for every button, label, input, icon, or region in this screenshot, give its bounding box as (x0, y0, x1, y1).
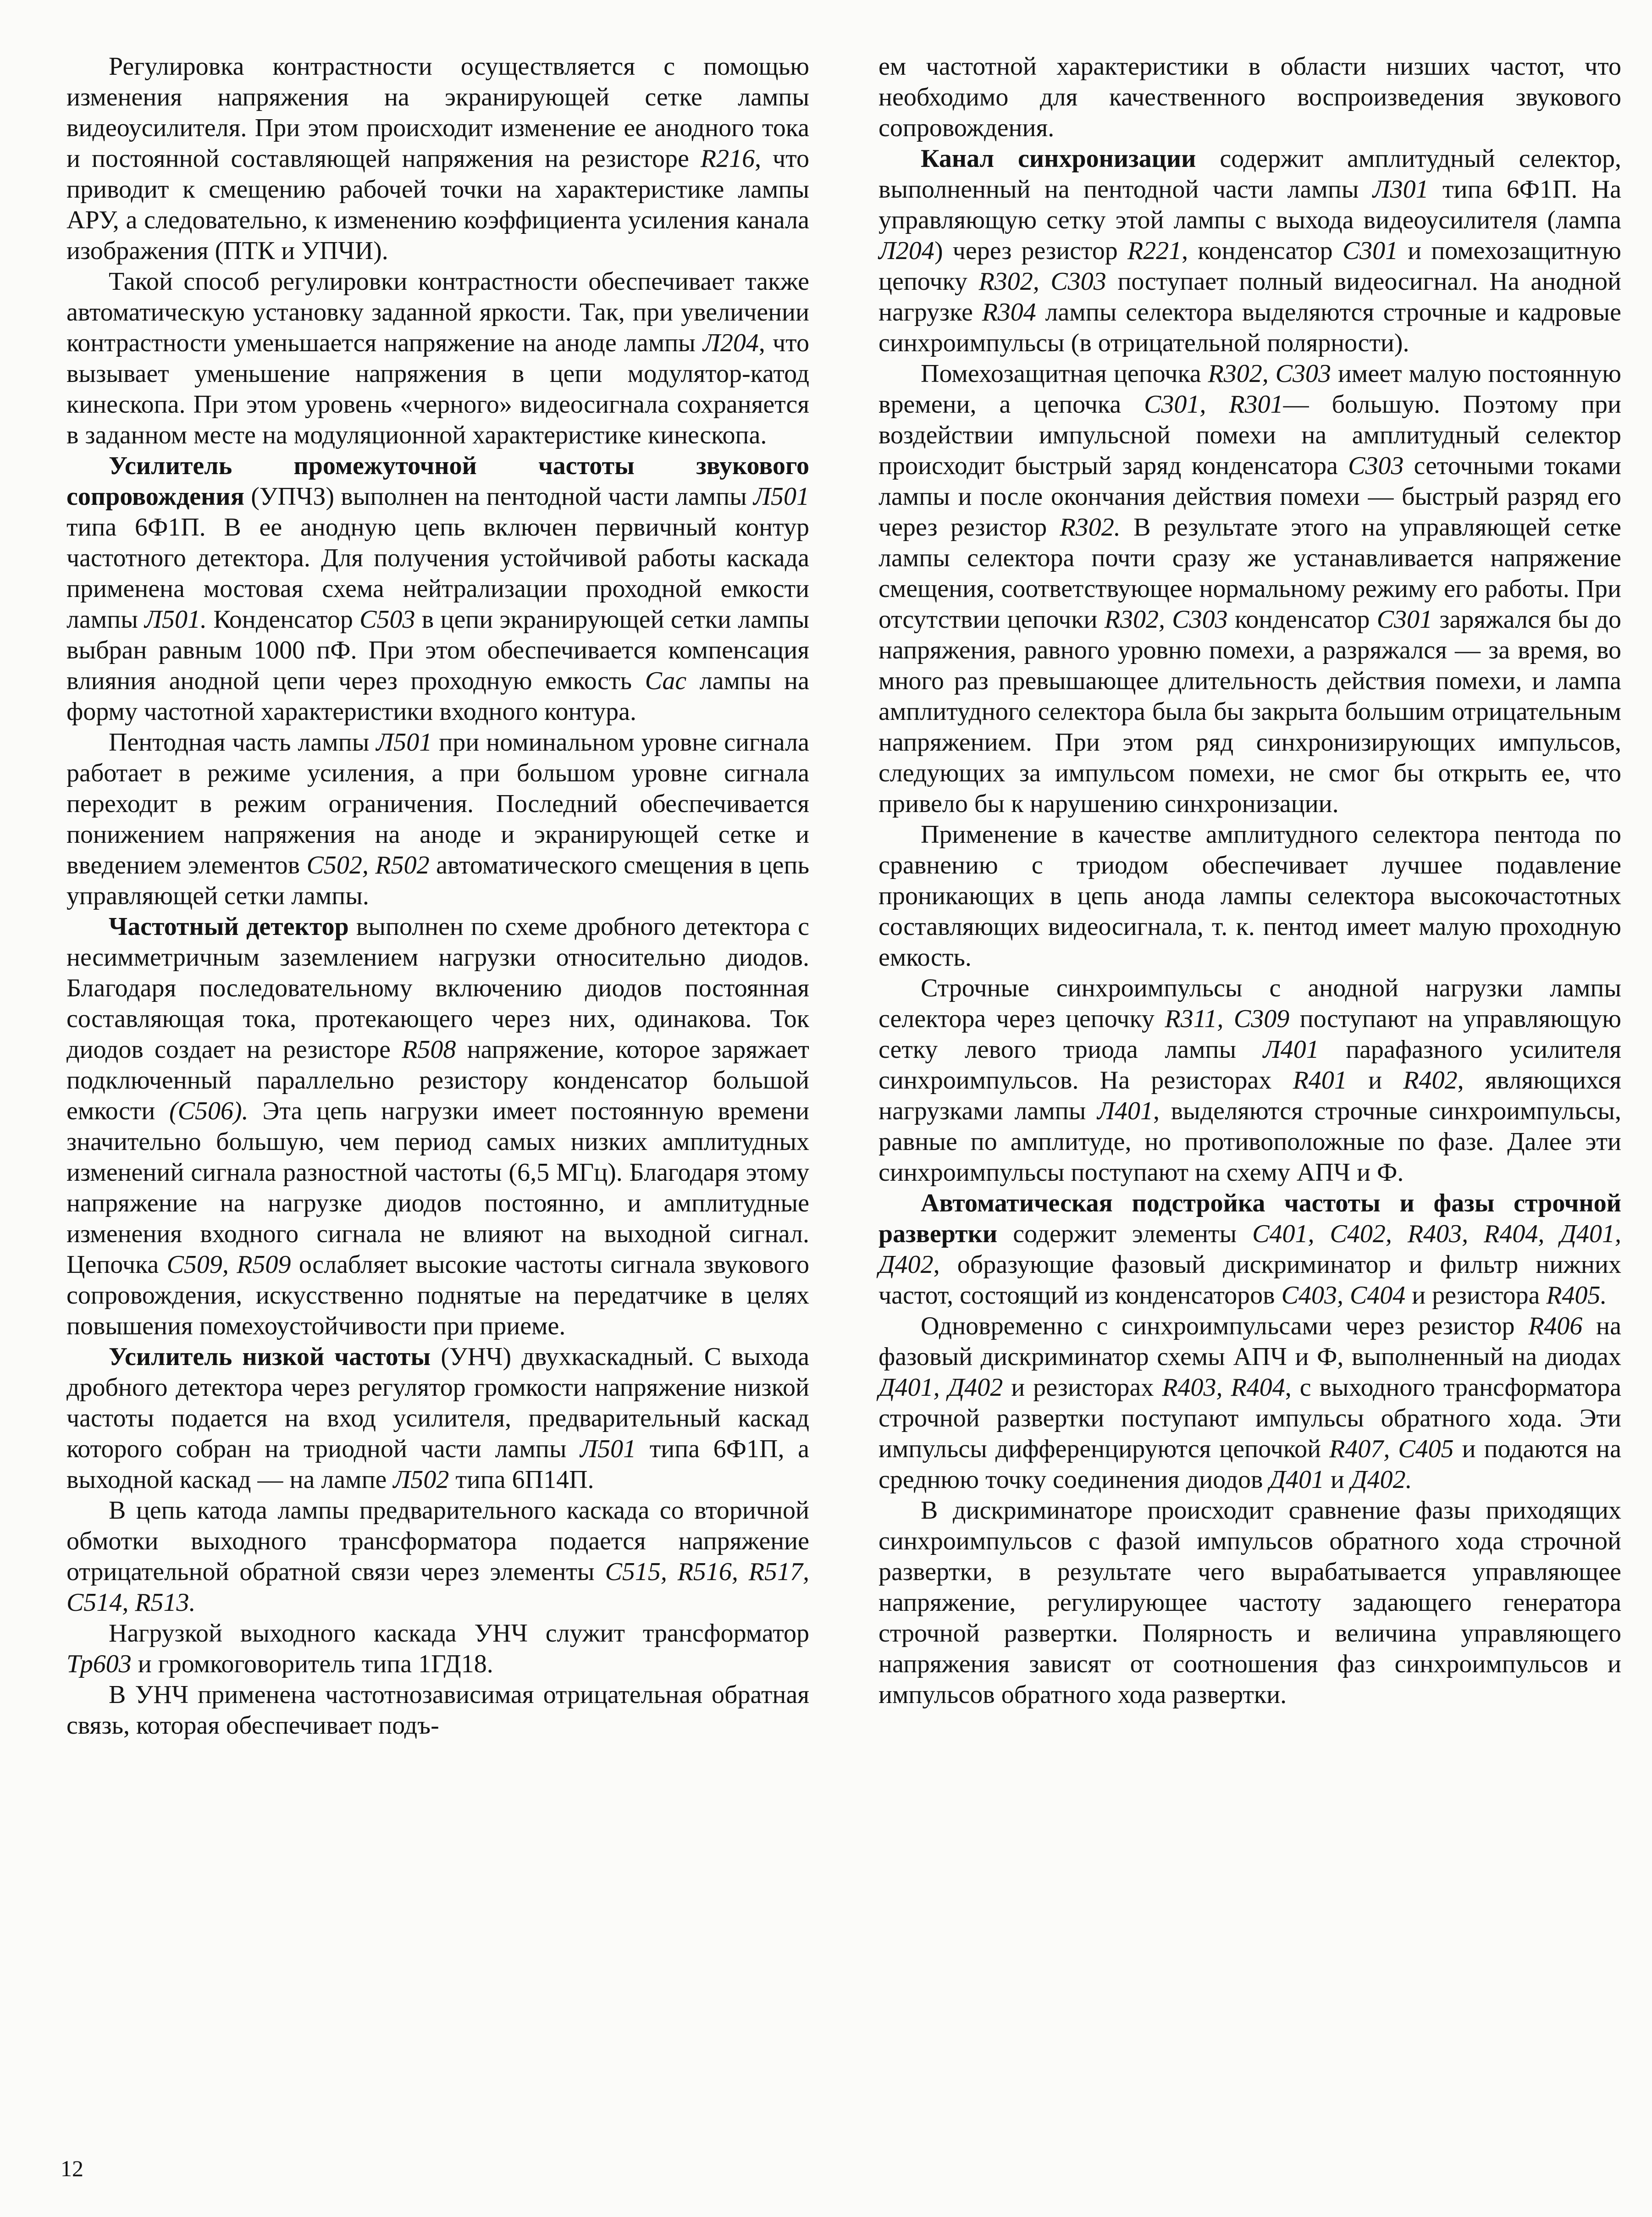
bold-heading: Канал синхронизации (921, 144, 1196, 173)
text-run: лампы селектора выделяются строчные и кадровые синхроимпульсы (в отрицательной полярности). (878, 298, 1622, 357)
text-run: Регулировка контрастности осуществляется с помощью изменения напряжения на экранирующей сетке лампы видеоусилителя. При этом происходит изменение ее анодного тока и постоянной составляющей напряжения на резисторе (66, 52, 809, 173)
component-ref: R311, С309 (1165, 1005, 1290, 1033)
paragraph (66, 727, 809, 912)
text-run: , с выходного трансформатора строчной развертки поступают импульсы обратного хода. Эти импульсы дифференцируются цепочкой (878, 1373, 1621, 1463)
text-run: , являющихся нагрузками лампы (878, 1066, 1622, 1125)
text-run: ем частотной характеристики в области низших частот, что необходимо для качественного воспроизведения звукового сопровождения. (878, 52, 1621, 142)
component-ref: Л502 (393, 1465, 449, 1494)
text-run: В результате этого на управляющей сетке лампы селектора почти сразу же устанавливается напряжение смещения, соответствующее нормальному режиму его работы. При отсутствии цепочки (878, 513, 1621, 634)
paragraph (878, 144, 1621, 359)
text-run: типа 6П14П. (449, 1465, 594, 1494)
text-run: , конденсатор (1182, 237, 1343, 265)
text-run: — большую. Поэтому при воздействии импульсной помехи на амплитудный селектор происходит быстрый заряд конденсатора (878, 390, 1622, 480)
text-run: типа 6Ф1П. На управляющую сетку этой лампы с выхода видеоусилителя (лампа (878, 175, 1622, 234)
text-run: в цепи экранирующей сетки лампы выбран равным 1000 пФ. При этом обеспечивается компенсация влияния анодной цепи через проходную емкость (66, 605, 809, 695)
text-run: ослабляет высокие частоты сигнала звукового сопровождения, искусственно поднятые на передатчике в целях повышения помехоустойчивости при приеме. (66, 1250, 810, 1340)
component-ref: Л501. (144, 605, 207, 634)
component-ref: С515, R516, R517, С514, R513. (66, 1558, 810, 1617)
text-run: (УНЧ) двухкаскадный. С выхода дробного детектора через регулятор громкости напряжение низкой частоты подается на вход усилителя, предварительный каскад которого собран на триодной части лампы (66, 1343, 809, 1463)
text-run: , что приводит к смещению рабочей точки на характеристике лампы АРУ, а следовательно, к изменению коэффициента усиления канала изображения (ПТК и УПЧИ). (66, 144, 809, 265)
bold-heading: Усилитель низкой частоты (109, 1343, 431, 1371)
component-ref: Л401 (1263, 1035, 1319, 1064)
text-run: Нагрузкой выходного каскада УНЧ служит трансформатор (109, 1619, 809, 1648)
component-ref: R403, R404 (1162, 1373, 1285, 1402)
component-ref: R406 (1528, 1312, 1583, 1340)
text-run: автоматического смещения в цепь управляющей сетки лампы. (66, 851, 810, 910)
text-run: В УНЧ применена частотнозависимая отрицательная обратная связь, которая обеспечивает подъ- (66, 1681, 809, 1740)
text-run: и (1324, 1465, 1351, 1494)
bold-heading: Частотный детектор (109, 912, 349, 941)
component-ref: R302, С303 (1208, 359, 1332, 388)
text-run: типа 6Ф1П. В ее анодную цепь включен первичный контур частотного детектора. Для получения устойчивой работы каскада применена мостовая схема нейтрализации проходной емкости лампы (66, 513, 809, 634)
component-ref: С303 (1348, 452, 1404, 480)
component-ref: R508 (402, 1035, 456, 1064)
text-run: содержит амплитудный селектор, выполненный на пентодной части лампы (878, 144, 1622, 204)
text-run: имеет малую постоянную времени, а цепочка (878, 359, 1622, 419)
text-run: и (1347, 1066, 1403, 1095)
component-ref: Д401, Д402 (878, 1373, 1003, 1402)
paragraph (878, 51, 1621, 144)
text-run: выполнен по схеме дробного детектора с несимметричным заземлением нагрузки относительно диодов. Благодаря последовательному включению диодов постоянная составляющая тока, протекающего через них, одинакова. Ток диодов создает на резисторе (66, 912, 809, 1064)
component-ref: R302, С303 (978, 267, 1106, 296)
page-number: 12 (61, 2156, 83, 2181)
component-ref: С502, R502 (306, 851, 430, 879)
component-ref: Л501 (753, 482, 809, 511)
component-ref: R405. (1546, 1281, 1607, 1310)
paragraph (66, 912, 809, 1342)
component-ref: R304 (982, 298, 1036, 326)
component-ref: (С506). (169, 1097, 249, 1125)
text-run: на фазовый дискриминатор схемы АПЧ и Ф, выполненный на диодах (878, 1312, 1621, 1371)
text-run: Пентодная часть лампы (109, 728, 376, 757)
paragraph (66, 1342, 809, 1495)
text-run: Применение в качестве амплитудного селектора пентода по сравнению с триодом обеспечивает лучшее подавление проникающих в цепь анода лампы селектора высокочастотных составляющих видеосигнала, т. к. пентод имеет малую проходную емкость. (878, 820, 1621, 972)
paragraph (66, 1680, 809, 1741)
text-run: Строчные синхроимпульсы с анодной нагрузки лампы селектора через цепочку (878, 974, 1621, 1033)
component-ref: R302, С303 (1104, 605, 1228, 634)
text-run: , образующие фазовый дискриминатор и фильтр нижних частот, состоящий из конденсаторов (878, 1250, 1621, 1310)
paragraph (878, 1188, 1621, 1311)
text-run: Помехозащитная цепочка (921, 359, 1208, 388)
text-run: Одновременно с синхроимпульсами через резистор (921, 1312, 1529, 1340)
component-ref: Л301 (1372, 175, 1429, 204)
component-ref: Л204 (878, 237, 934, 265)
text-run: напряжение, которое заряжает подключенный параллельно резистору конденсатор большой емкости (66, 1035, 809, 1125)
text-run: Эта цепь нагрузки имеет постоянную времени значительно большую, чем период самых низких амплитудных изменений сигнала разностной частоты (6,5 МГц). Благодаря этому напряжение на нагрузке диодов постоянно, и амплитудные изменения входного сигнала не влияют на выходной сигнал. Цепочка (66, 1097, 809, 1279)
component-ref: С301 (1342, 237, 1398, 265)
component-ref: С401, С402, R403, R404, Д401, Д402 (878, 1220, 1621, 1279)
text-run: и громкоговоритель типа 1ГД18. (131, 1650, 493, 1678)
text-run: сеточными токами лампы и после окончания действия помехи — быстрый разряд его через резистор (878, 452, 1622, 542)
text-run: Такой способ регулировки контрастности обеспечивает также автоматическую установку заданной яркости. Так, при увеличении контрастности уменьшается напряжение на аноде лампы (66, 267, 809, 357)
text-run: лампы на форму частотной характеристики входного контура. (66, 667, 809, 726)
right-column (878, 51, 1621, 1710)
paragraph (878, 359, 1621, 819)
text-run: и резистора (1405, 1281, 1547, 1310)
component-ref: Д402. (1351, 1465, 1412, 1494)
component-ref: R216 (700, 144, 755, 173)
text-run: и подаются на среднюю точку соединения диодов (878, 1435, 1621, 1494)
paragraph (878, 819, 1621, 973)
component-ref: С403, С404 (1281, 1281, 1406, 1310)
text-run: поступают на управляющую сетку левого триода лампы (878, 1005, 1622, 1064)
text-run: поступает полный видеосигнал. На анодной нагрузке (878, 267, 1622, 326)
bold-heading: Усилитель промежуточной частоты звукового сопровождения (66, 452, 809, 511)
text-run: содержит элементы (997, 1220, 1253, 1248)
text-run: при номинальном уровне сигнала работает в режиме усиления, а при большом уровне сигнала переходит в режим ограничения. Последний обеспечивается понижением напряжения на аноде и экранирующей сетке и введением элементов (66, 728, 810, 879)
text-run: и помехозащитную цепочку (878, 237, 1622, 296)
component-ref: С301 (1376, 605, 1433, 634)
text-run: ) через резистор (934, 237, 1127, 265)
text-run: , что вызывает уменьшение напряжения в цепи модулятор-катод кинескопа. При этом уровень «черного» видеосигнала сохраняется в заданном месте на модуляционной характеристике кинескопа. (66, 329, 809, 449)
paragraph (66, 1618, 809, 1680)
component-ref: Сас (645, 667, 687, 695)
component-ref: Тр603 (66, 1650, 132, 1678)
paragraph (878, 973, 1621, 1188)
paragraph (878, 1311, 1621, 1495)
bold-heading: Автоматическая подстройка частоты и фазы строчной развертки (878, 1189, 1621, 1248)
left-column (66, 51, 809, 1741)
component-ref: С509, R509 (166, 1250, 291, 1279)
text-run: заряжался бы до напряжения, равного уровню помехи, а разряжался — за время, во много раз превышающее длительность действия помехи, и лампа амплитудного селектора была бы закрыта большим отрицательным напряжением. При этом ряд синхронизирующих импульсов, следующих за импульсом помехи, не смог бы открыть ее, что привело бы к нарушению синхронизации. (878, 605, 1622, 818)
paragraph (878, 1495, 1621, 1710)
text-run: парафазного усилителя синхроимпульсов. На резисторах (878, 1035, 1621, 1095)
paragraph (66, 1495, 809, 1618)
component-ref: С503 (359, 605, 415, 634)
text-run: В дискриминаторе происходит сравнение фазы приходящих синхроимпульсов с фазой импульсов обратного хода строчной развертки, в результате чего вырабатывается управляющее напряжение, регулирующее частоту задающего генератора строчной развертки. Полярность и величина управляющего напряжения зависят от соотношения фаз синхроимпульсов и импульсов обратного хода развертки. (878, 1496, 1621, 1709)
paragraph (66, 451, 809, 727)
component-ref: Л401 (1097, 1097, 1153, 1125)
component-ref: Д401 (1269, 1465, 1325, 1494)
text-run: (УПЧЗ) выполнен на пентодной части лампы (244, 482, 754, 511)
component-ref: С301, R301 (1144, 390, 1283, 419)
component-ref: R402 (1403, 1066, 1458, 1095)
component-ref: R407, С405 (1329, 1435, 1454, 1463)
text-run: , выделяются строчные синхроимпульсы, равные по амплитуде, но противоположные по фазе. Далее эти синхроимпульсы поступают на схему АПЧ и Ф. (878, 1097, 1621, 1187)
text-run: и резисторах (1003, 1373, 1162, 1402)
text-run: В цепь катода лампы предварительного каскада со вторичной обмотки выходного трансформатора подается напряжение отрицательной обратной связи через элементы (66, 1496, 809, 1586)
text-run: конденсатор (1227, 605, 1377, 634)
text-run: типа 6Ф1П, а выходной каскад — на лампе (66, 1435, 809, 1494)
component-ref: Л501 (580, 1435, 636, 1463)
component-ref: Л501 (376, 728, 432, 757)
paragraph (66, 266, 809, 451)
component-ref: R302. (1060, 513, 1121, 542)
text-run: Конденсатор (207, 605, 360, 634)
paragraph (66, 51, 809, 266)
component-ref: R221 (1127, 237, 1182, 265)
component-ref: R401 (1293, 1066, 1347, 1095)
component-ref: Л204 (702, 329, 759, 357)
